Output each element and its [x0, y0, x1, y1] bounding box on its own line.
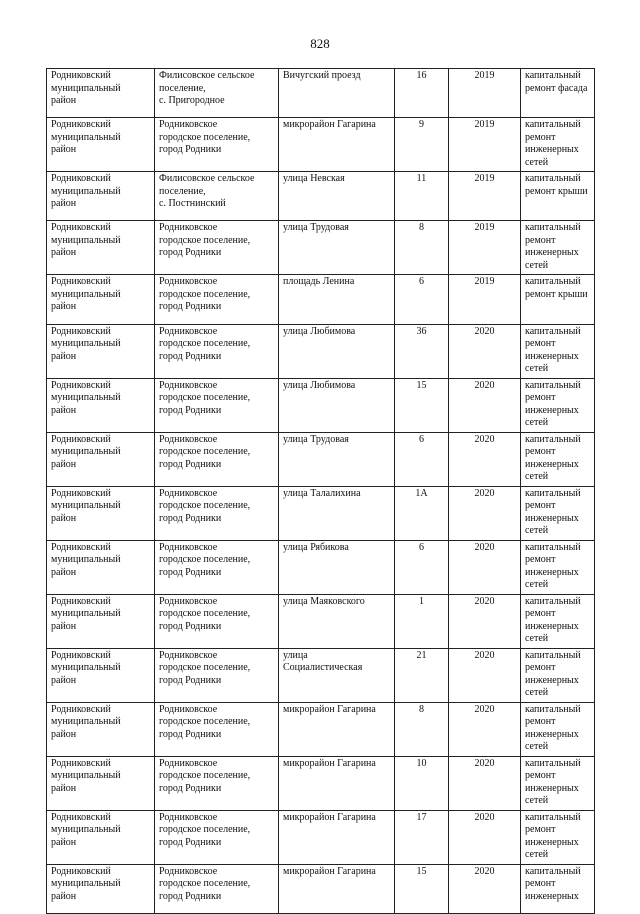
year-cell	[449, 594, 521, 648]
year-cell	[449, 324, 521, 378]
street-cell	[279, 275, 395, 324]
street-cell-text: улица Социалистическая	[283, 649, 363, 674]
street-cell	[279, 432, 395, 486]
year-cell-text: 2020	[474, 487, 495, 499]
street-cell	[279, 810, 395, 864]
work-type-cell-text: капитальный ремонт крыши	[525, 173, 588, 197]
street-cell-text: улица Невская	[283, 173, 345, 185]
street-cell	[279, 756, 395, 810]
house-number-cell-text: 9	[419, 119, 424, 131]
house-number-cell-text: 36	[416, 325, 427, 337]
settlement-cell-text: Родниковское городское поселение, город Родники	[159, 487, 251, 524]
table-row	[47, 69, 595, 118]
work-type-cell	[521, 118, 595, 172]
house-number-cell-text: 21	[416, 649, 427, 661]
table-row	[47, 594, 595, 648]
house-number-cell	[395, 378, 449, 432]
settlement-cell-text: Родниковское городское поселение, город Родники	[159, 865, 251, 902]
street-cell	[279, 540, 395, 594]
district-cell	[47, 172, 155, 221]
work-type-cell-text: капитальный ремонт инженерных сетей	[525, 433, 581, 483]
settlement-cell	[155, 221, 279, 275]
settlement-cell	[155, 172, 279, 221]
house-number-cell-text: 17	[416, 811, 427, 823]
district-cell	[47, 594, 155, 648]
work-type-cell	[521, 810, 595, 864]
house-number-cell-text: 15	[416, 379, 427, 391]
year-cell-text: 2020	[474, 757, 495, 769]
district-cell-text: Родниковский муниципальный район	[51, 649, 121, 686]
year-cell-text: 2019	[474, 276, 495, 288]
work-type-cell-text: капитальный ремонт фасада	[525, 70, 588, 94]
street-cell	[279, 378, 395, 432]
district-cell	[47, 275, 155, 324]
district-cell-text: Родниковский муниципальный район	[51, 222, 121, 259]
house-number-cell-text: 6	[419, 541, 424, 553]
district-cell	[47, 810, 155, 864]
district-cell-text: Родниковский муниципальный район	[51, 276, 121, 313]
settlement-cell	[155, 756, 279, 810]
house-number-cell	[395, 432, 449, 486]
table-row	[47, 324, 595, 378]
street-cell-text: микрорайон Гагарина	[283, 865, 376, 877]
year-cell	[449, 275, 521, 324]
district-cell-text: Родниковский муниципальный район	[51, 433, 121, 470]
work-type-cell-text: капитальный ремонт инженерных сетей	[525, 325, 581, 375]
year-cell	[449, 648, 521, 702]
street-cell	[279, 172, 395, 221]
house-number-cell-text: 11	[416, 173, 427, 185]
settlement-cell	[155, 702, 279, 756]
table-row	[47, 864, 595, 913]
district-cell	[47, 756, 155, 810]
year-cell	[449, 69, 521, 118]
settlement-cell-text: Родниковское городское поселение, город Родники	[159, 433, 251, 470]
settlement-cell-text: Родниковское городское поселение, город Родники	[159, 703, 251, 740]
table-row	[47, 486, 595, 540]
house-number-cell	[395, 540, 449, 594]
district-cell-text: Родниковский муниципальный район	[51, 595, 121, 632]
settlement-cell	[155, 324, 279, 378]
district-cell-text: Родниковский муниципальный район	[51, 811, 121, 848]
settlement-cell	[155, 486, 279, 540]
table-body	[47, 69, 595, 914]
street-cell-text: улица Любимова	[283, 325, 356, 337]
street-cell	[279, 324, 395, 378]
settlement-cell-text: Родниковское городское поселение, город Родники	[159, 649, 251, 686]
work-type-cell	[521, 69, 595, 118]
district-cell	[47, 69, 155, 118]
year-cell-text: 2020	[474, 865, 495, 877]
year-cell-text: 2019	[474, 173, 495, 185]
year-cell	[449, 702, 521, 756]
work-type-cell-text: капитальный ремонт инженерных	[525, 865, 581, 902]
work-type-cell-text: капитальный ремонт инженерных сетей	[525, 487, 581, 537]
repair-schedule-table	[46, 68, 595, 914]
table-row	[47, 432, 595, 486]
table-row	[47, 756, 595, 810]
district-cell-text: Родниковский муниципальный район	[51, 757, 121, 794]
settlement-cell	[155, 378, 279, 432]
work-type-cell	[521, 486, 595, 540]
year-cell	[449, 864, 521, 913]
district-cell-text: Родниковский муниципальный район	[51, 703, 121, 740]
district-cell	[47, 432, 155, 486]
house-number-cell-text: 1	[419, 595, 424, 607]
work-type-cell-text: капитальный ремонт инженерных сетей	[525, 811, 581, 861]
district-cell	[47, 702, 155, 756]
district-cell-text: Родниковский муниципальный район	[51, 173, 121, 210]
settlement-cell-text: Родниковское городское поселение, город Родники	[159, 222, 251, 259]
work-type-cell-text: капитальный ремонт инженерных сетей	[525, 757, 581, 807]
table-row	[47, 118, 595, 172]
page-number: 828	[310, 36, 330, 51]
settlement-cell	[155, 118, 279, 172]
street-cell-text: микрорайон Гагарина	[283, 811, 376, 823]
street-cell-text: площадь Ленина	[283, 276, 355, 288]
street-cell	[279, 69, 395, 118]
district-cell	[47, 378, 155, 432]
table-row	[47, 810, 595, 864]
district-cell-text: Родниковский муниципальный район	[51, 541, 121, 578]
street-cell-text: микрорайон Гагарина	[283, 703, 376, 715]
house-number-cell	[395, 118, 449, 172]
street-cell-text: микрорайон Гагарина	[283, 757, 376, 769]
settlement-cell	[155, 432, 279, 486]
district-cell	[47, 540, 155, 594]
district-cell-text: Родниковский муниципальный район	[51, 119, 121, 156]
house-number-cell	[395, 275, 449, 324]
settlement-cell-text: Родниковское городское поселение, город Родники	[159, 541, 251, 578]
district-cell	[47, 648, 155, 702]
house-number-cell-text: 6	[419, 276, 424, 288]
work-type-cell-text: капитальный ремонт инженерных сетей	[525, 379, 581, 429]
house-number-cell-text: 15	[416, 865, 427, 877]
year-cell-text: 2020	[474, 595, 495, 607]
street-cell	[279, 118, 395, 172]
work-type-cell-text: капитальный ремонт инженерных сетей	[525, 541, 581, 591]
street-cell-text: улица Рябикова	[283, 541, 349, 553]
work-type-cell	[521, 540, 595, 594]
work-type-cell	[521, 594, 595, 648]
settlement-cell-text: Родниковское городское поселение, город Родники	[159, 811, 251, 848]
street-cell	[279, 221, 395, 275]
settlement-cell-text: Филисовское сельское поселение, с. Пригородное	[159, 70, 255, 106]
house-number-cell	[395, 594, 449, 648]
work-type-cell	[521, 702, 595, 756]
settlement-cell-text: Родниковское городское поселение, город Родники	[159, 119, 251, 156]
district-cell-text: Родниковский муниципальный район	[51, 325, 121, 362]
work-type-cell	[521, 172, 595, 221]
house-number-cell	[395, 172, 449, 221]
year-cell	[449, 486, 521, 540]
work-type-cell	[521, 324, 595, 378]
street-cell-text: улица Трудовая	[283, 433, 349, 445]
settlement-cell-text: Родниковское городское поселение, город Родники	[159, 276, 251, 313]
house-number-cell	[395, 324, 449, 378]
year-cell-text: 2019	[474, 222, 495, 234]
work-type-cell	[521, 378, 595, 432]
year-cell-text: 2020	[474, 325, 495, 337]
house-number-cell-text: 1А	[415, 487, 428, 499]
district-cell-text: Родниковский муниципальный район	[51, 70, 121, 106]
table-row	[47, 702, 595, 756]
street-cell	[279, 702, 395, 756]
settlement-cell-text: Родниковское городское поселение, город Родники	[159, 595, 251, 632]
work-type-cell-text: капитальный ремонт инженерных сетей	[525, 703, 581, 753]
settlement-cell	[155, 648, 279, 702]
table-row	[47, 221, 595, 275]
district-cell-text: Родниковский муниципальный район	[51, 865, 121, 902]
house-number-cell	[395, 648, 449, 702]
year-cell	[449, 810, 521, 864]
year-cell-text: 2019	[474, 119, 495, 131]
street-cell-text: улица Маяковского	[283, 595, 365, 607]
work-type-cell-text: капитальный ремонт инженерных сетей	[525, 595, 581, 645]
settlement-cell	[155, 594, 279, 648]
street-cell-text: микрорайон Гагарина	[283, 119, 376, 131]
settlement-cell-text: Филисовское сельское поселение, с. Постнинский	[159, 173, 255, 210]
year-cell	[449, 378, 521, 432]
street-cell	[279, 594, 395, 648]
work-type-cell	[521, 432, 595, 486]
district-cell-text: Родниковский муниципальный район	[51, 379, 121, 416]
work-type-cell-text: капитальный ремонт инженерных сетей	[525, 119, 581, 168]
year-cell	[449, 118, 521, 172]
house-number-cell-text: 6	[419, 433, 424, 445]
district-cell	[47, 118, 155, 172]
settlement-cell	[155, 864, 279, 913]
settlement-cell	[155, 810, 279, 864]
street-cell-text: Вичугский проезд	[283, 70, 361, 81]
house-number-cell-text: 8	[419, 703, 424, 715]
street-cell	[279, 486, 395, 540]
table-row	[47, 275, 595, 324]
district-cell	[47, 221, 155, 275]
year-cell	[449, 172, 521, 221]
street-cell-text: улица Талалихина	[283, 487, 361, 499]
street-cell	[279, 648, 395, 702]
year-cell	[449, 432, 521, 486]
house-number-cell	[395, 810, 449, 864]
district-cell	[47, 864, 155, 913]
year-cell-text: 2020	[474, 379, 495, 391]
year-cell-text: 2020	[474, 541, 495, 553]
table-row	[47, 648, 595, 702]
street-cell-text: улица Трудовая	[283, 222, 349, 234]
work-type-cell-text: капитальный ремонт инженерных сетей	[525, 222, 581, 271]
work-type-cell	[521, 275, 595, 324]
work-type-cell	[521, 756, 595, 810]
work-type-cell	[521, 221, 595, 275]
work-type-cell-text: капитальный ремонт крыши	[525, 276, 588, 300]
year-cell-text: 2019	[474, 70, 495, 81]
work-type-cell-text: капитальный ремонт инженерных сетей	[525, 649, 581, 699]
street-cell	[279, 864, 395, 913]
house-number-cell-text: 16	[416, 70, 427, 81]
settlement-cell	[155, 540, 279, 594]
house-number-cell	[395, 69, 449, 118]
work-type-cell	[521, 864, 595, 913]
year-cell-text: 2020	[474, 703, 495, 715]
year-cell	[449, 221, 521, 275]
table-row	[47, 378, 595, 432]
district-cell	[47, 486, 155, 540]
settlement-cell	[155, 69, 279, 118]
year-cell	[449, 540, 521, 594]
year-cell-text: 2020	[474, 649, 495, 661]
table-row	[47, 172, 595, 221]
house-number-cell	[395, 702, 449, 756]
house-number-cell-text: 10	[416, 757, 427, 769]
house-number-cell-text: 8	[419, 222, 424, 234]
settlement-cell-text: Родниковское городское поселение, город Родники	[159, 379, 251, 416]
house-number-cell	[395, 221, 449, 275]
table-row	[47, 540, 595, 594]
house-number-cell	[395, 756, 449, 810]
settlement-cell	[155, 275, 279, 324]
street-cell-text: улица Любимова	[283, 379, 356, 391]
year-cell	[449, 756, 521, 810]
house-number-cell	[395, 864, 449, 913]
year-cell-text: 2020	[474, 433, 495, 445]
year-cell-text: 2020	[474, 811, 495, 823]
settlement-cell-text: Родниковское городское поселение, город Родники	[159, 325, 251, 362]
district-cell	[47, 324, 155, 378]
work-type-cell	[521, 648, 595, 702]
district-cell-text: Родниковский муниципальный район	[51, 487, 121, 524]
house-number-cell	[395, 486, 449, 540]
settlement-cell-text: Родниковское городское поселение, город Родники	[159, 757, 251, 794]
